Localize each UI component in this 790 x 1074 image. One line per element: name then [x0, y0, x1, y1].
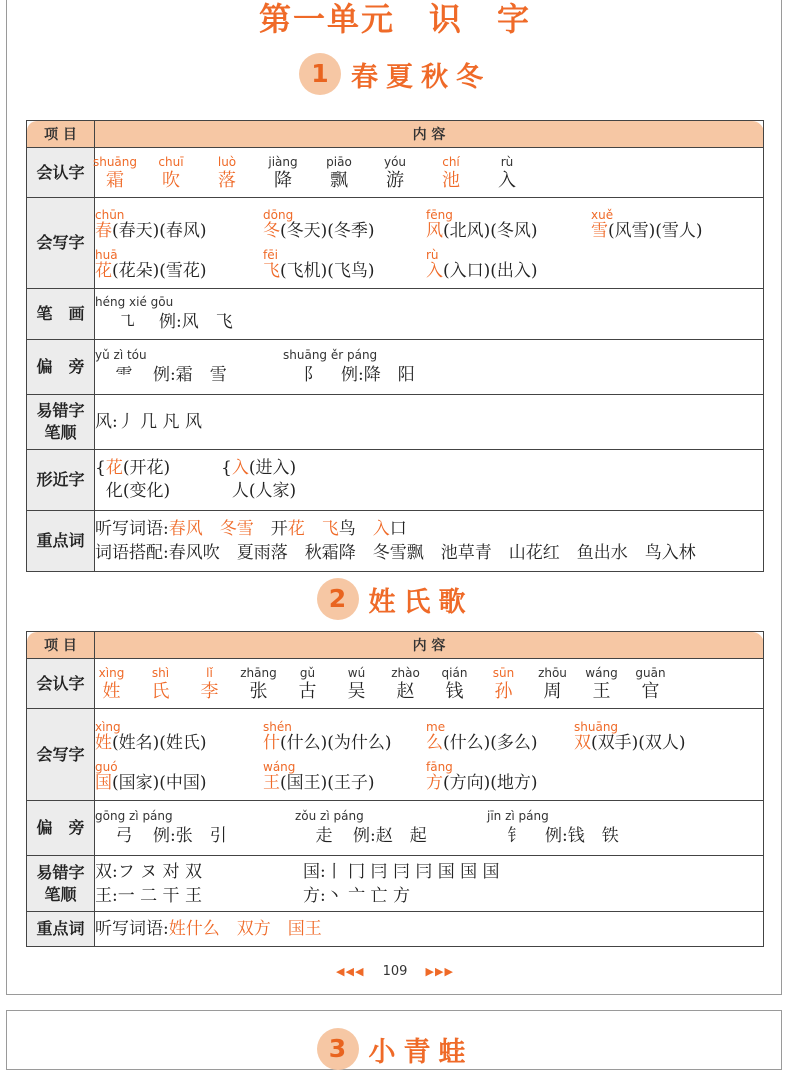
radical-symbol: 钅 [507, 826, 525, 846]
radical-example: 例:霜 雪 [153, 365, 227, 385]
write-pinyin: shén [263, 719, 292, 734]
write-entry [95, 719, 263, 754]
lesson-1-table [26, 120, 764, 572]
write-words: (双手)(双人) [591, 732, 686, 753]
radical-example: 例:降 阳 [341, 365, 415, 385]
row-label-recognize: 会认字 [27, 659, 95, 709]
write-entry [426, 759, 591, 794]
radical-symbol: ⻗ [115, 365, 133, 385]
row-label-stroke: 笔 画 [27, 289, 95, 340]
write-hanzi: 姓 [95, 732, 112, 753]
char-hanzi: 降 [274, 169, 292, 191]
char-hanzi: 霜 [106, 169, 124, 191]
write-words: (姓名)(姓氏) [112, 732, 207, 753]
char-hanzi: 周 [543, 680, 562, 702]
dictation-word: 入口 [372, 519, 407, 539]
char-pinyin: zhōu [538, 665, 567, 680]
write-words: (方向)(地方) [443, 772, 538, 793]
write-hanzi: 风 [426, 221, 443, 241]
write-pinyin: guó [95, 759, 118, 774]
char-hanzi: 王 [592, 680, 611, 702]
char-hanzi: 李 [200, 680, 219, 702]
recognize-char [143, 154, 199, 192]
recognize-char [234, 665, 283, 703]
radical-example: 例:赵 起 [353, 826, 427, 846]
write-pinyin: fāng [426, 759, 453, 774]
write-entry [95, 759, 263, 794]
order-content: 双:フ ヌ 对 双 国:丨 冂 冃 冃 冃 国 国 国 王:一 二 干 王 方:丶 亠 亡 方 [95, 856, 764, 912]
row-label-similar: 形近字 [27, 450, 95, 511]
write-pinyin: shuāng [574, 719, 619, 734]
dictation-word: 开花 [270, 519, 305, 539]
similar-hanzi: 入 [231, 458, 249, 478]
lesson-2-title [0, 578, 790, 624]
recognize-chars [95, 659, 764, 709]
char-pinyin: xìng [98, 665, 125, 680]
char-pinyin: sūn [492, 665, 515, 680]
row-label-order: 易错字 笔顺 [27, 395, 95, 450]
similar-words: (开花) [122, 458, 171, 478]
lesson-name: 姓氏歌 [368, 586, 474, 618]
write-pinyin: fēng [426, 208, 453, 222]
radical-content [95, 801, 764, 856]
similar-pair [232, 457, 296, 503]
write-hanzi: 冬 [263, 221, 280, 241]
recognize-char [423, 154, 479, 192]
key-content: 听写词语:姓什么 双方 国王 [95, 912, 764, 947]
write-chars [95, 198, 764, 289]
char-hanzi: 氏 [151, 680, 170, 702]
recognize-char [283, 665, 332, 703]
radical-pinyin: zǒu zì páng [295, 809, 364, 823]
recognize-char [311, 154, 367, 192]
row-label-key: 重点词 [27, 912, 95, 947]
recognize-char [87, 154, 143, 192]
prev-arrows-icon: ◀◀◀ [336, 965, 365, 978]
recognize-char [136, 665, 185, 703]
row-label-order: 易错字 笔顺 [27, 856, 95, 912]
char-hanzi: 吹 [162, 169, 180, 191]
radical-entry [283, 347, 583, 387]
write-pinyin: fēi [263, 248, 278, 262]
write-entry [263, 719, 426, 754]
radical-content [95, 340, 764, 395]
row-label-write: 会写字 [27, 198, 95, 289]
char-hanzi: 张 [249, 680, 268, 702]
key-content: 听写词语:春风 冬雪 开花 飞鸟 入口 词语搭配:春风吹 夏雨落 秋霜降 冬雪飘 池草青 山花红 鱼出水 鸟入林 [95, 511, 764, 572]
recognize-char [199, 154, 255, 192]
radical-example-line [95, 824, 295, 848]
write-words: (飞机)(飞鸟) [280, 261, 375, 281]
char-pinyin: chí [442, 154, 460, 169]
lesson-number-badge: 2 [317, 578, 359, 620]
similar-word [232, 480, 296, 503]
row-label-key: 重点词 [27, 511, 95, 572]
write-pinyin: xìng [95, 719, 121, 734]
write-entry [426, 248, 591, 282]
radical-symbol: 走 [315, 826, 333, 846]
radical-entry [95, 347, 283, 387]
similar-word [106, 457, 170, 480]
char-pinyin: jiàng [268, 154, 298, 169]
char-hanzi: 入 [498, 169, 516, 191]
radical-pinyin: shuāng ěr páng [283, 348, 378, 362]
char-hanzi: 飘 [330, 169, 348, 191]
header-item: 项 目 [27, 121, 95, 148]
write-entry [263, 759, 426, 794]
write-pinyin: xuě [591, 208, 614, 222]
char-pinyin: guān [635, 665, 666, 680]
radical-example-line [295, 824, 487, 848]
page-footer [0, 964, 790, 979]
write-words: (什么)(多么) [443, 732, 538, 753]
write-words: (国王)(王子) [280, 772, 375, 793]
write-entry [591, 208, 751, 242]
write-hanzi: 什 [263, 732, 280, 753]
brace-icon: { [95, 458, 106, 478]
write-pinyin: rù [426, 248, 439, 262]
write-pinyin: wáng [263, 759, 296, 774]
similar-word [106, 480, 170, 503]
lesson-name: 小青蛙 [368, 1036, 474, 1068]
char-pinyin: chuī [158, 154, 184, 169]
write-hanzi: 飞 [263, 261, 280, 281]
write-words: (风雪)(雪人) [608, 221, 703, 241]
write-hanzi: 花 [95, 261, 112, 281]
radical-symbol: 弓 [115, 826, 133, 846]
write-hanzi: 国 [95, 772, 112, 793]
stroke-symbol: ㇈ [118, 312, 136, 332]
radical-pinyin: jīn zì páng [487, 809, 549, 823]
header-content: 内 容 [95, 632, 764, 659]
write-words: (春天)(春风) [112, 221, 207, 241]
char-pinyin: shuāng [92, 154, 138, 169]
char-pinyin: wáng [585, 665, 618, 680]
order-content [95, 395, 764, 450]
write-chars [95, 709, 764, 801]
recognize-char [185, 665, 234, 703]
write-entry [426, 208, 591, 242]
recognize-char [87, 665, 136, 703]
radical-example: 例:钱 铁 [545, 826, 619, 846]
page-number: 109 [382, 964, 408, 979]
char-hanzi: 官 [641, 680, 660, 702]
recognize-char [381, 665, 430, 703]
lesson-1-title [0, 53, 790, 99]
char-hanzi: 吴 [347, 680, 366, 702]
radical-example: 例:张 引 [153, 826, 227, 846]
char-pinyin: zhào [391, 665, 420, 680]
char-pinyin: gǔ [299, 665, 316, 680]
lesson-2-table [26, 631, 764, 947]
char-pinyin: shì [151, 665, 170, 680]
write-words: (北风)(冬风) [443, 221, 538, 241]
radical-symbol: 阝 [303, 365, 321, 385]
char-hanzi: 孙 [494, 680, 513, 702]
radical-pinyin: yǔ zì tóu [95, 348, 147, 362]
stroke-content [95, 289, 764, 340]
write-entry [574, 719, 754, 754]
char-hanzi: 池 [442, 169, 460, 191]
write-hanzi: 双 [574, 732, 591, 753]
lesson-name: 春夏秋冬 [351, 61, 491, 93]
write-words: (花朵)(雪花) [112, 261, 207, 281]
dictation-word: 冬雪 [219, 519, 254, 539]
brace-icon: { [221, 458, 232, 478]
write-entry [263, 248, 426, 282]
char-pinyin: luò [217, 154, 237, 169]
write-hanzi: 春 [95, 221, 112, 241]
lesson-number-badge: 3 [317, 1028, 359, 1070]
write-hanzi: 方 [426, 772, 443, 793]
radical-entry [487, 808, 707, 848]
char-pinyin: wú [347, 665, 366, 680]
recognize-char [255, 154, 311, 192]
write-hanzi: 王 [263, 772, 280, 793]
write-words: (入口)(出入) [443, 261, 538, 281]
row-label-radical: 偏 旁 [27, 340, 95, 395]
stroke-order-text: 风:丿 几 凡 风 [95, 412, 202, 432]
similar-group [95, 457, 221, 503]
write-entry [426, 719, 574, 754]
char-pinyin: yóu [383, 154, 407, 169]
char-hanzi: 赵 [396, 680, 415, 702]
recognize-char [367, 154, 423, 192]
similar-words: (变化) [122, 481, 171, 501]
dictation-words [169, 519, 407, 539]
stroke-example: 例:风 飞 [159, 312, 233, 332]
similar-word [232, 457, 296, 480]
similar-content [95, 450, 764, 511]
write-entry [263, 208, 426, 242]
similar-hanzi: 人 [231, 481, 249, 501]
write-hanzi: 雪 [591, 221, 608, 241]
write-pinyin: dōng [263, 208, 294, 222]
recognize-char [430, 665, 479, 703]
radical-pinyin: gōng zì páng [95, 809, 173, 823]
write-hanzi: 入 [426, 261, 443, 281]
char-pinyin: zhāng [240, 665, 277, 680]
write-entry [95, 248, 263, 282]
dictation-word: 飞鸟 [321, 519, 356, 539]
row-label-radical: 偏 旁 [27, 801, 95, 856]
row-label-recognize: 会认字 [27, 148, 95, 198]
collocation-words: 春风吹 夏雨落 秋霜降 冬雪飘 池草青 山花红 鱼出水 鸟入林 [168, 543, 696, 563]
char-pinyin: lǐ [206, 665, 213, 680]
char-hanzi: 落 [218, 169, 236, 191]
similar-words: (人家) [248, 481, 297, 501]
recognize-char [479, 665, 528, 703]
lesson-number-badge: 1 [299, 53, 341, 95]
recognize-char [626, 665, 675, 703]
write-words: (国家)(中国) [112, 772, 207, 793]
row-label-write: 会写字 [27, 709, 95, 801]
write-pinyin: huā [95, 248, 118, 262]
write-words: (冬天)(冬季) [280, 221, 375, 241]
radical-example-line [95, 363, 283, 387]
similar-hanzi: 花 [105, 458, 123, 478]
similar-group [221, 457, 347, 503]
dictation-words: 姓什么 双方 国王 [168, 919, 322, 939]
similar-words: (进入) [248, 458, 297, 478]
header-content: 内 容 [95, 121, 764, 148]
stroke-pinyin: héng xié gōu [95, 295, 174, 309]
recognize-char [577, 665, 626, 703]
write-pinyin: chūn [95, 208, 125, 222]
header-item: 项 目 [27, 632, 95, 659]
char-pinyin: rù [500, 154, 514, 169]
char-pinyin: qián [441, 665, 468, 680]
char-hanzi: 钱 [445, 680, 464, 702]
char-hanzi: 古 [298, 680, 317, 702]
char-hanzi: 姓 [102, 680, 121, 702]
write-words: (什么)(为什么) [280, 732, 392, 753]
similar-pair [106, 457, 170, 503]
write-hanzi: 么 [426, 732, 443, 753]
write-pinyin: me [426, 719, 446, 734]
recognize-char [479, 154, 535, 192]
radical-example-line [487, 824, 707, 848]
radical-example-line [283, 363, 583, 387]
unit-title: 第一单元 识 字 [258, 0, 531, 38]
char-pinyin: piāo [326, 154, 352, 169]
write-entry [95, 208, 263, 242]
recognize-char [332, 665, 381, 703]
next-arrows-icon: ▶▶▶ [425, 965, 454, 978]
lesson-3-title [0, 1028, 790, 1074]
char-hanzi: 游 [386, 169, 404, 191]
recognize-chars [92, 148, 764, 198]
dictation-word: 春风 [168, 519, 203, 539]
recognize-char [528, 665, 577, 703]
radical-entry [295, 808, 487, 848]
similar-hanzi: 化 [105, 481, 123, 501]
radical-entry [95, 808, 295, 848]
